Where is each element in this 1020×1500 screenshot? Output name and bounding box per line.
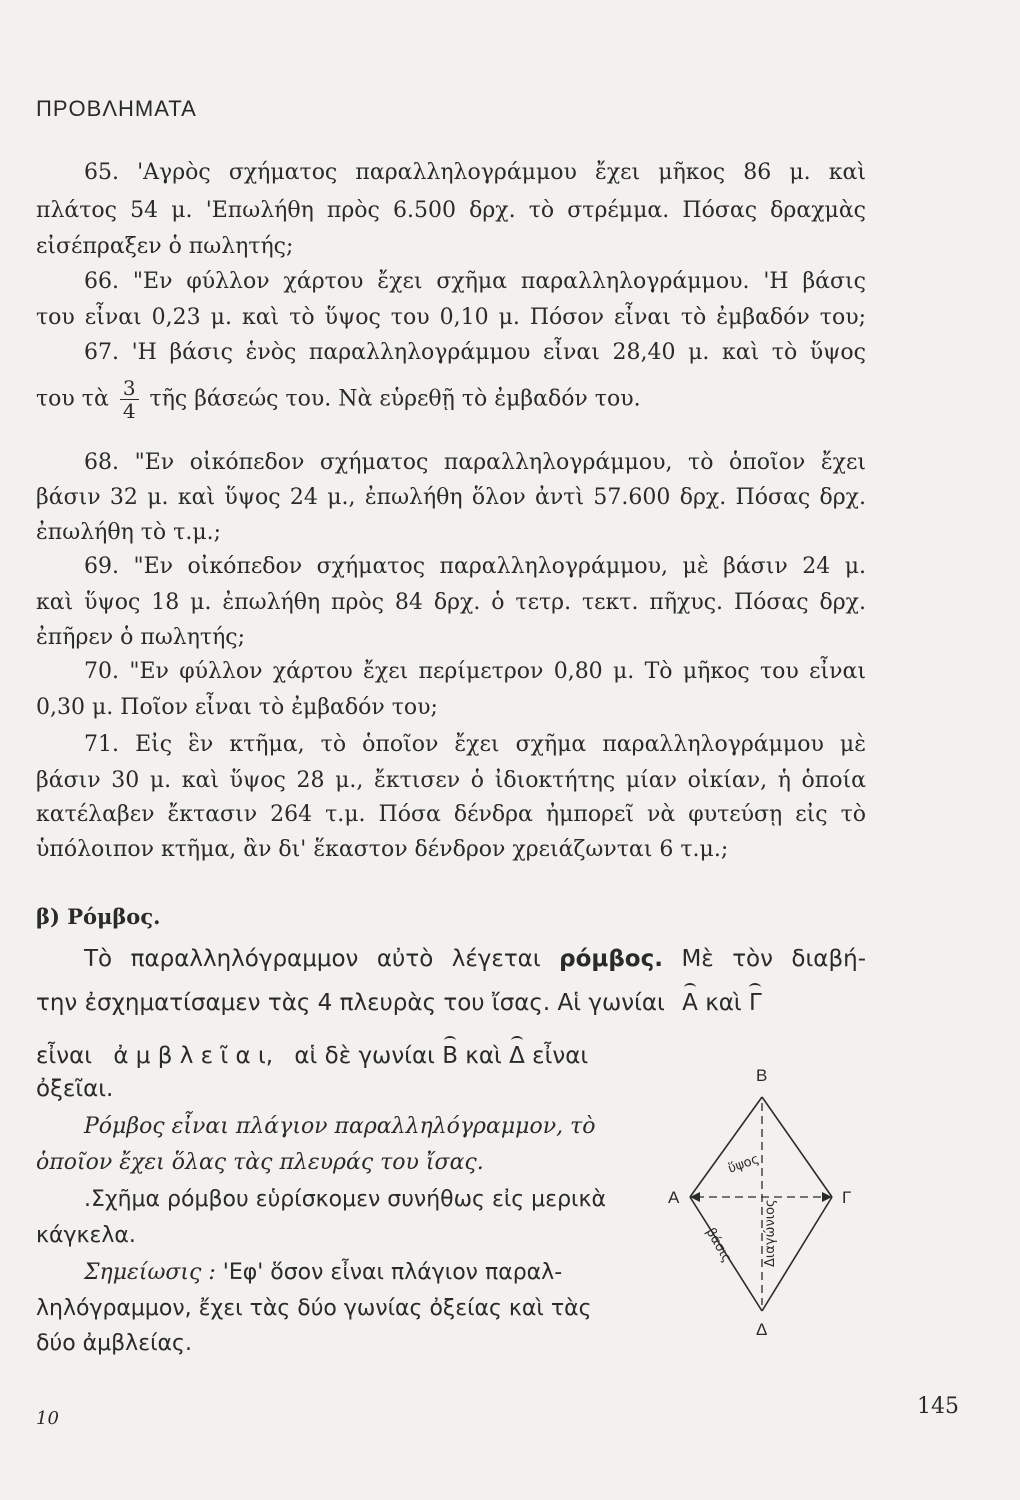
- term-rhombus: ρόμβος.: [559, 946, 663, 972]
- example-line-2: κάγκελα.: [36, 1223, 136, 1248]
- side-bg: [762, 1097, 832, 1197]
- page-number: 145: [917, 1394, 959, 1419]
- paragraph-text: εἶναι: [36, 1043, 93, 1069]
- problem-68-line-3: ἐπωλήθη τὸ τ.μ.;: [36, 520, 222, 545]
- problem-number: 69.: [84, 554, 119, 579]
- problem-71-line-2: βάσιν 30 μ. καὶ ὕψος 28 μ., ἔκτισεν ὁ ἰδιοκτήτης μίαν οἰκίαν, ἡ ὁποία: [36, 768, 866, 793]
- vertex-g-label: Γ: [842, 1188, 852, 1207]
- rhombus-outline: [690, 1097, 832, 1311]
- term-obtuse: ἀ μ β λ ε ῖ α ι,: [113, 1043, 274, 1069]
- problem-text: "Εν φύλλον χάρτου ἔχει περίμετρον 0,80 μ. Τὸ μῆκος του εἶναι: [129, 659, 866, 684]
- problem-number: 70.: [84, 659, 119, 684]
- problem-text: Εἰς ἓν κτῆμα, τὸ ὁποῖον ἔχει σχῆμα παραλληλογράμμου μὲ: [135, 732, 867, 757]
- problem-number: 68.: [84, 450, 119, 475]
- rhombus-paragraph-line-1: [36, 948, 866, 971]
- problem-65-line-3: εἰσέπραξεν ὁ πωλητής;: [36, 234, 294, 259]
- note-line-2: ληλόγραμμον, ἔχει τὰς δύο γωνίας ὀξείας καὶ τὰς: [36, 1296, 592, 1321]
- problem-text: του τὰ: [36, 386, 109, 412]
- rhombus-diagram: [660, 1055, 860, 1345]
- side-ab: [690, 1097, 762, 1197]
- vertex-d-label: Δ: [756, 1320, 768, 1339]
- note-label: Σημείωσις :: [84, 1260, 216, 1285]
- vertex-b-label: Β: [756, 1066, 768, 1085]
- problem-67-line-2: [36, 378, 866, 421]
- angle-d: Δ: [509, 1043, 525, 1069]
- problem-71-line-4: ὑπόλοιπον κτῆμα, ἂν δι' ἕκαστον δένδρον χρειάζωνται 6 τ.μ.;: [36, 837, 729, 862]
- fraction: [120, 378, 139, 421]
- problem-65-line-1: [36, 162, 866, 184]
- paragraph-text: εἶναι: [532, 1043, 589, 1069]
- note-line-1: [36, 1262, 684, 1284]
- fraction-denominator: 4: [122, 399, 136, 423]
- problem-text: τῆς βάσεώς του. Νὰ εὑρεθῇ τὸ ἐμβαδόν του.: [149, 386, 641, 412]
- problem-text: 'Αγρὸς σχήματος παραλληλογράμμου ἔχει μῆκος 86 μ. καὶ: [137, 160, 866, 185]
- diagonal-label: Διαγώνιος: [763, 1199, 778, 1267]
- definition-line-2: ὁποῖον ἔχει ὅλας τὰς πλευράς του ἴσας.: [36, 1150, 484, 1175]
- base-label: βάσις: [702, 1225, 735, 1266]
- page-header: ΠΡΟΒΛΗΜΑΤΑ: [36, 96, 197, 121]
- section-heading: β) Ρόμβος.: [36, 904, 161, 929]
- example-line-1: .Σχῆμα ρόμβου εὑρίσκομεν συνήθως εἰς μερικὰ: [84, 1187, 606, 1212]
- problem-68-line-1: [36, 452, 866, 474]
- problem-69-line-1: [36, 556, 866, 578]
- problem-text: 'Η βάσις ἑνὸς παραλληλογράμμου εἶναι 28,40 μ. καὶ τὸ ὕψος: [131, 340, 867, 365]
- rhombus-paragraph-line-2: [36, 992, 866, 1015]
- note-text: 'Εφ' ὅσον εἶναι πλάγιον παραλ-: [222, 1260, 563, 1285]
- definition-line-1: Ρόμβος εἶναι πλάγιον παραλληλόγραμμον, τὸ: [84, 1114, 596, 1139]
- problem-66-line-1: [36, 271, 866, 293]
- problem-65-line-2: πλάτος 54 μ. 'Επωλήθη πρὸς 6.500 δρχ. τὸ στρέμμα. Πόσας δραχμὰς: [36, 198, 866, 223]
- paragraph-text: Τὸ παραλληλόγραμμον αὐτὸ λέγεται: [84, 946, 541, 972]
- signature-mark: 10: [36, 1408, 59, 1429]
- angle-g: Γ: [749, 990, 762, 1016]
- vertex-a-label: Α: [668, 1188, 680, 1207]
- problem-69-line-2: καὶ ὕψος 18 μ. ἐπωλήθη πρὸς 84 δρχ. ὁ τετρ. τεκτ. πῆχυς. Πόσας δρχ.: [36, 590, 866, 615]
- problem-71-line-1: [36, 734, 866, 756]
- problem-number: 65.: [84, 160, 119, 185]
- problem-number: 67.: [84, 340, 119, 365]
- paragraph-text: την ἐσχηματίσαμεν τὰς 4 πλευρὰς του ἴσας. Αἱ γωνίαι: [36, 990, 665, 1016]
- paragraph-text: Μὲ τὸν διαβή-: [681, 946, 867, 972]
- paragraph-text: καὶ: [465, 1043, 502, 1069]
- problem-69-line-3: ἐπῆρεν ὁ πωλητής;: [36, 625, 245, 650]
- paragraph-text: καὶ: [705, 990, 742, 1016]
- angle-a: Α: [682, 990, 698, 1016]
- rhombus-paragraph-line-4: ὀξεῖαι.: [36, 1076, 114, 1102]
- note-line-3: δύο ἀμβλείας.: [36, 1331, 192, 1356]
- problem-number: 66.: [84, 269, 119, 294]
- problem-text: "Εν οἰκόπεδον σχήματος παραλληλογράμμου, μὲ βάσιν 24 μ.: [133, 554, 866, 579]
- height-label: ὕψος: [726, 1151, 762, 1177]
- problem-text: "Εν φύλλον χάρτου ἔχει σχῆμα παραλληλογράμμου. 'Η βάσις: [132, 269, 866, 294]
- angle-b: Β: [442, 1043, 458, 1069]
- problem-67-line-1: [36, 342, 866, 364]
- paragraph-text: αἱ δὲ γωνίαι: [294, 1043, 435, 1069]
- problem-number: 71.: [84, 732, 119, 757]
- problem-71-line-3: κατέλαβεν ἔκτασιν 264 τ.μ. Πόσα δένδρα ἠμπορεῖ νὰ φυτεύσῃ εἰς τὸ: [36, 802, 866, 827]
- problem-70-line-1: [36, 661, 866, 683]
- problem-68-line-2: βάσιν 32 μ. καὶ ὕψος 24 μ., ἐπωλήθη ὅλον ἀντὶ 57.600 δρχ. Πόσας δρχ.: [36, 485, 866, 510]
- fraction-numerator: 3: [120, 378, 139, 400]
- problem-text: "Εν οἰκόπεδον σχήματος παραλληλογράμμου, τὸ ὁποῖον ἔχει: [134, 450, 866, 475]
- problem-70-line-2: 0,30 μ. Ποῖον εἶναι τὸ ἐμβαδόν του;: [36, 695, 438, 720]
- problem-66-line-2: του εἶναι 0,23 μ. καὶ τὸ ὕψος του 0,10 μ. Πόσον εἶναι τὸ ἐμβαδόν του;: [36, 305, 866, 330]
